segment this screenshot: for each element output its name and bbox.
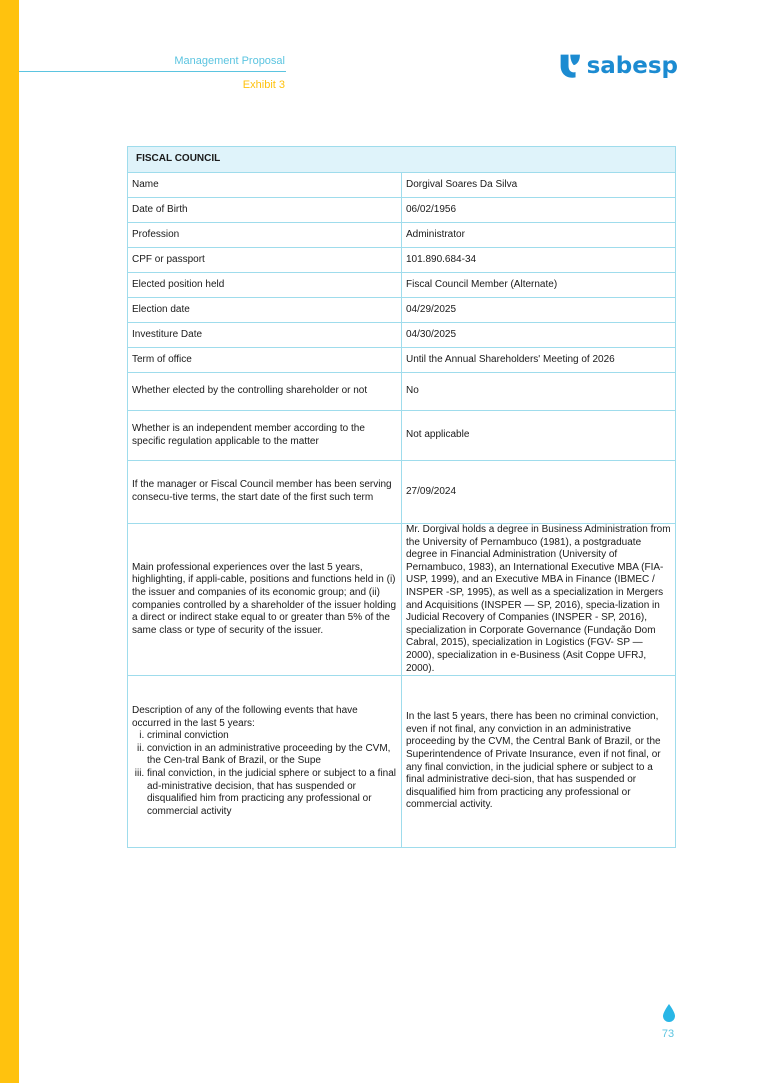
row-label: Main professional experiences over the last 5 years, highlighting, if appli-cable, positions and functions held in (i) the issuer and companies of its economic group; and (ii) companies controlled by a shareholder of the issuer holding a direct or indirect stake equal to or greater than 5% of the same class or type of security of the issuer. [128, 524, 402, 676]
row-value: Fiscal Council Member (Alternate) [402, 273, 676, 298]
row-label: Term of office [128, 348, 402, 373]
row-value: 04/30/2025 [402, 323, 676, 348]
row-value: No [402, 373, 676, 411]
table-header-row [128, 147, 676, 173]
water-drop-icon [663, 1004, 675, 1022]
row-value: Until the Annual Shareholders' Meeting of 2026 [402, 348, 676, 373]
sabesp-logo-icon [558, 51, 583, 81]
table-row [128, 323, 676, 348]
row-value: 04/29/2025 [402, 298, 676, 323]
events-list [132, 730, 397, 818]
events-list-item: i. criminal conviction [147, 730, 397, 743]
row-value: 27/09/2024 [402, 461, 676, 524]
row-label: Whether is an independent member according to the specific regulation applicable to the matter [128, 411, 402, 461]
row-label: Name [128, 173, 402, 198]
table-row [128, 273, 676, 298]
row-label: CPF or passport [128, 248, 402, 273]
events-list-item: ii. conviction in an administrative proceeding by the CVM, the Cen-tral Bank of Brazil, or the Supe [147, 743, 397, 768]
logo-wordmark: sabesp [586, 52, 678, 79]
row-value: 06/02/1956 [402, 198, 676, 223]
exhibit-label: Exhibit 3 [242, 79, 285, 91]
row-value: Administrator [402, 223, 676, 248]
table-row [128, 461, 676, 524]
table-row [128, 248, 676, 273]
row-label: Whether elected by the controlling shareholder or not [128, 373, 402, 411]
table-row [128, 524, 676, 676]
row-label: Investiture Date [128, 323, 402, 348]
table-row [128, 411, 676, 461]
document-title: Management Proposal [174, 55, 285, 67]
row-value: Not applicable [402, 411, 676, 461]
row-value: 101.890.684-34 [402, 248, 676, 273]
header-divider [19, 71, 286, 72]
row-value: Mr. Dorgival holds a degree in Business Administration from the University of Pernambuco (1981), a postgraduate degree in Financial Administration (University of Pernambuco, 1983), an International Executive MBA (FIA-USP, 1999), and an Executive MBA in Finance (IBMEC / INSPER -SP, 1995), as well as a specialization in Mergers and Acquisitions (INSPER — SP, 2016), specia-lization in Judicial Recovery of Companies (INSPER - SP, 2016), specialization in Corporate Governance (Fundação Dom Cabral, 2015), specialization in Logistics (FGV- SP — 2000), specialization in e-Business (Asit Coppe UFRJ, 2000). [402, 524, 676, 676]
row-label: If the manager or Fiscal Council member has been serving consecu-tive terms, the start date of the first such term [128, 461, 402, 524]
row-value: Dorgival Soares Da Silva [402, 173, 676, 198]
table-row [128, 173, 676, 198]
events-row [128, 676, 676, 848]
events-label-cell [128, 676, 402, 848]
fiscal-council-table [127, 146, 676, 848]
events-list-item: iii. final conviction, in the judicial sphere or subject to a final ad-ministrative decision, that has suspended or disqualified him from practicing any professional or commercial activity [147, 768, 397, 818]
row-label: Profession [128, 223, 402, 248]
left-accent-bar [0, 0, 19, 1083]
events-intro: Description of any of the following events that have occurred in the last 5 years: [132, 704, 358, 729]
table-row [128, 198, 676, 223]
table-row [128, 298, 676, 323]
row-label: Elected position held [128, 273, 402, 298]
events-value: In the last 5 years, there has been no criminal conviction, even if not final, any conviction in an administrative proceeding by the CVM, the Central Bank of Brazil, or the Superintendence of Private Insurance, even if not final, or any final conviction, in the judicial sphere or subject to a final administrative deci-sion, that has suspended or disqualified him from practicing any professional or commercial activity. [402, 676, 676, 848]
row-label: Date of Birth [128, 198, 402, 223]
sabesp-logo [558, 49, 678, 83]
page-number: 73 [661, 1028, 675, 1040]
table-title: FISCAL COUNCIL [128, 147, 676, 173]
table-row [128, 348, 676, 373]
table-row [128, 373, 676, 411]
table-row [128, 223, 676, 248]
row-label: Election date [128, 298, 402, 323]
